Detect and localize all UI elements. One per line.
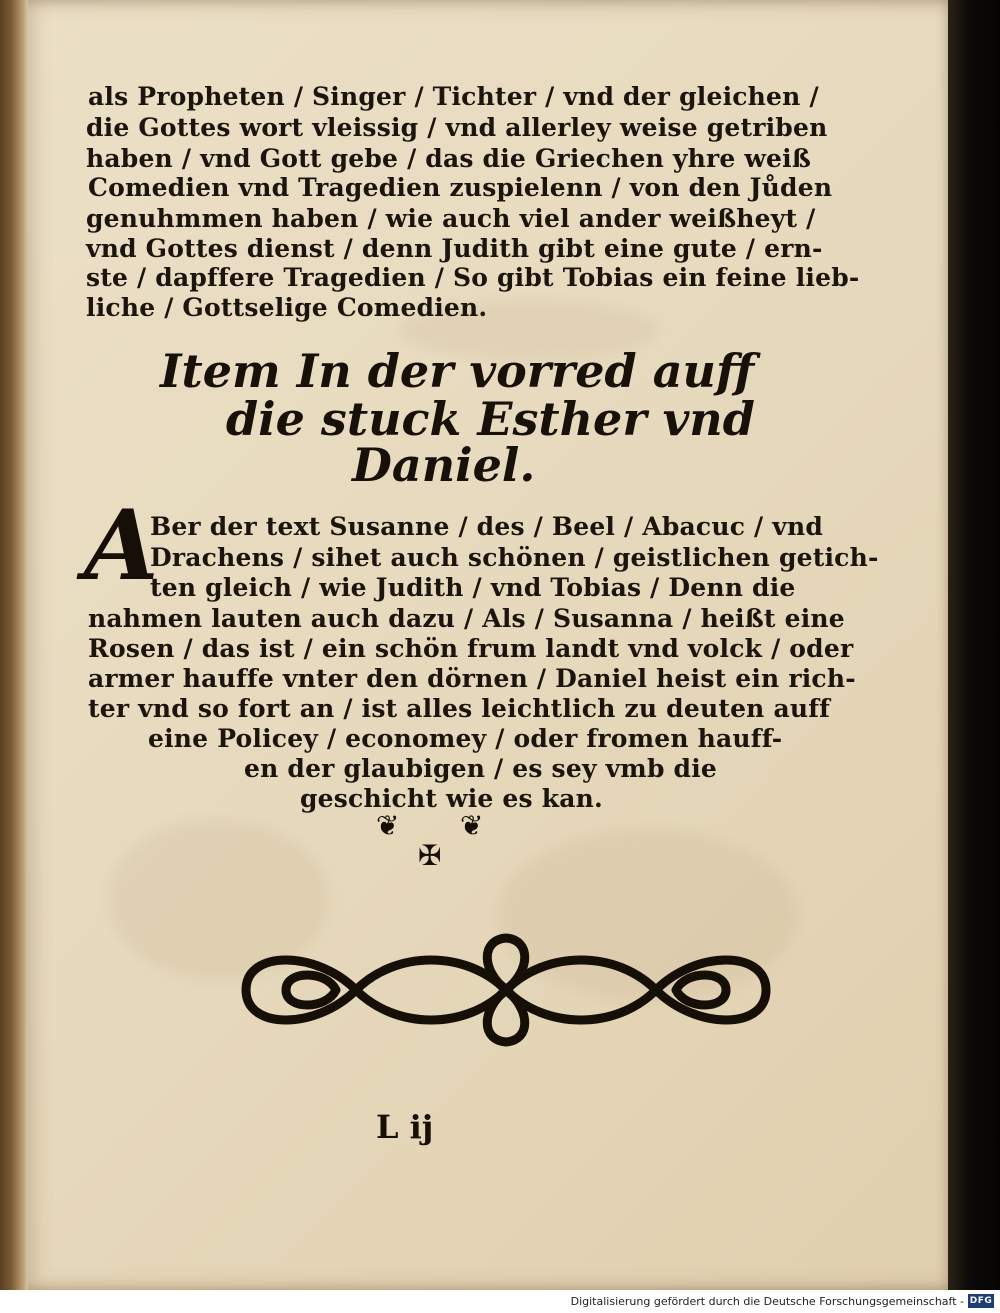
text-line: en der glaubigen / es sey vmb die (244, 754, 718, 783)
cross-icon: ✠ (418, 839, 442, 872)
text-line: haben / vnd Gott gebe / das die Griechen yhre weiß (86, 144, 812, 173)
text-line: geschicht wie es kan. (300, 784, 603, 813)
text-line: ter vnd so fort an / ist alles leichtlich zu deuten auff (88, 694, 831, 723)
text-line: vnd Gottes dienst / denn Judith gibt eine gute / ern- (86, 234, 823, 263)
text-line: Rosen / das ist / ein schön frum landt vnd volck / oder (88, 634, 854, 663)
text-line: Ber der text Susanne / des / Beel / Abacuc / vnd (150, 512, 824, 541)
text-line: die Gottes wort vleissig / vnd allerley weise getriben (86, 113, 828, 142)
fleuron-icon: ❦ (460, 809, 484, 842)
text-line: genuhmmen haben / wie auch viel ander weißheyt / (86, 204, 816, 233)
text-line: ten gleich / wie Judith / vnd Tobias / Denn die (150, 573, 796, 602)
text-line: als Propheten / Singer / Tichter / vnd der gleichen / (88, 82, 819, 111)
signature-mark: L ij (376, 1108, 434, 1146)
heading-line: die stuck Esther vnd (226, 392, 755, 446)
knotwork-ornament-icon (226, 930, 786, 1050)
text-line: nahmen lauten auch dazu / Als / Susanna / heißt eine (88, 604, 845, 633)
dfg-logo-icon[interactable]: DFG (969, 1296, 993, 1306)
text-line: Comedien vnd Tragedien zuspielenn / von den Jůden (88, 173, 833, 202)
text-line: ste / dapffere Tragedien / So gibt Tobias ein feine lieb- (86, 263, 860, 292)
text-line: eine Policey / economey / oder fromen hauff- (148, 724, 783, 753)
heading-line: Item In der vorred auff (160, 344, 755, 398)
decorated-initial: A (84, 489, 159, 602)
heading-line: Daniel. (352, 438, 536, 492)
footer-bar (0, 1290, 1000, 1313)
text-line: armer hauffe vnter den dörnen / Daniel heist ein rich- (88, 664, 856, 693)
text-line: Drachens / sihet auch schönen / geistlichen getich- (150, 543, 879, 572)
fleuron-icon: ❦ (376, 809, 400, 842)
text-line: liche / Gottselige Comedien. (86, 293, 488, 322)
funding-credit: Digitalisierung gefördert durch die Deutsche Forschungsgemeinschaft - (570, 1295, 964, 1308)
page-edge-shadow (948, 0, 1000, 1290)
book-binding (0, 0, 28, 1290)
